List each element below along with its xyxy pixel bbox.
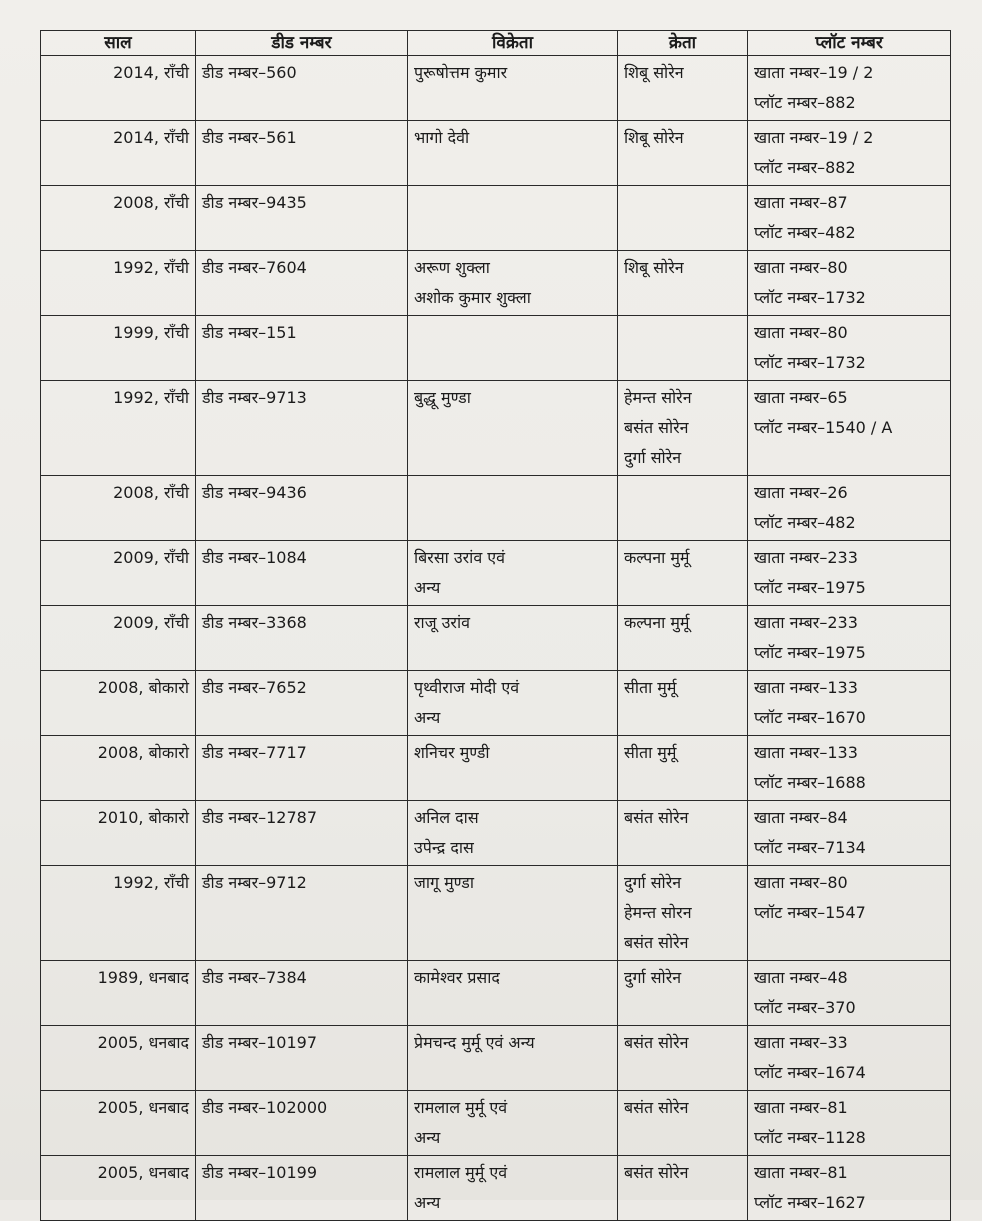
cell-buyer-line: बसंत सोरेन [624,1163,689,1182]
cell-plot-number [748,186,951,251]
cell-plot-number-line: खाता नम्बर–19 / 2 [754,63,874,82]
cell-buyer [618,56,748,121]
cell-deed-number [196,866,408,961]
cell-buyer [618,1026,748,1091]
cell-buyer [618,541,748,606]
cell-plot-number-line: खाता नम्बर–133 [754,678,858,697]
cell-plot-number [748,381,951,476]
cell-seller [408,381,618,476]
cell-plot-number [748,56,951,121]
header-buyer: क्रेता [618,31,748,56]
cell-seller-line: रामलाल मुर्मू एवं [414,1163,508,1182]
cell-buyer [618,316,748,381]
cell-buyer-line: सीता मुर्मू [624,743,677,762]
cell-plot-number-line: प्लॉट नम्बर–1670 [754,708,866,727]
cell-plot-number-line: खाता नम्बर–65 [754,388,848,407]
cell-seller [408,476,618,541]
cell-year [41,801,196,866]
cell-plot-number-line: प्लॉट नम्बर–1975 [754,643,866,662]
cell-seller-line: प्रेमचन्द मुर्मू एवं अन्य [414,1033,535,1052]
deed-number-text: डीड नम्बर–102000 [202,1098,328,1117]
cell-plot-number-line: खाता नम्बर–48 [754,968,848,987]
year-location-text: 1992, राँची [113,258,189,277]
cell-seller [408,801,618,866]
deed-number-text: डीड नम्बर–12787 [202,808,318,827]
table-row [41,476,951,541]
year-location-text: 2009, राँची [113,548,189,567]
table-row [41,961,951,1026]
cell-plot-number-line: प्लॉट नम्बर–882 [754,93,856,112]
cell-year [41,541,196,606]
year-location-text: 2008, राँची [113,483,189,502]
cell-plot-number-line: खाता नम्बर–80 [754,323,848,342]
cell-buyer-line: शिबू सोरेन [624,128,684,147]
year-location-text: 2008, बोकारो [97,743,189,762]
cell-plot-number-line: खाता नम्बर–233 [754,548,858,567]
year-location-text: 1992, राँची [113,388,189,407]
cell-buyer [618,801,748,866]
deed-number-text: डीड नम्बर–9713 [202,388,307,407]
cell-plot-number-line: खाता नम्बर–26 [754,483,848,502]
deed-table [40,30,951,1221]
cell-buyer-line: हेमन्त सोरन [624,903,692,922]
cell-buyer-line: कल्पना मुर्मू [624,548,690,567]
cell-deed-number [196,316,408,381]
cell-plot-number-line: खाता नम्बर–133 [754,743,858,762]
cell-buyer-line: कल्पना मुर्मू [624,613,690,632]
cell-year [41,56,196,121]
cell-deed-number [196,251,408,316]
table-row [41,736,951,801]
cell-seller-line: कामेश्वर प्रसाद [414,968,500,987]
cell-year [41,671,196,736]
cell-buyer [618,476,748,541]
deed-number-text: डीड नम्बर–10197 [202,1033,318,1052]
cell-plot-number [748,316,951,381]
cell-buyer-line: दुर्गा सोरेन [624,873,682,892]
cell-buyer-line: बसंत सोरेन [624,1098,689,1117]
cell-plot-number-line: प्लॉट नम्बर–1732 [754,288,866,307]
cell-plot-number [748,1026,951,1091]
cell-deed-number [196,541,408,606]
table-row [41,121,951,186]
deed-number-text: डीड नम्बर–561 [202,128,297,147]
year-location-text: 2014, राँची [113,128,189,147]
cell-plot-number-line: खाता नम्बर–80 [754,258,848,277]
cell-deed-number [196,736,408,801]
deed-number-text: डीड नम्बर–7717 [202,743,307,762]
cell-seller [408,671,618,736]
table-row [41,316,951,381]
cell-deed-number [196,671,408,736]
deed-number-text: डीड नम्बर–7652 [202,678,307,697]
cell-plot-number-line: खाता नम्बर–80 [754,873,848,892]
cell-year [41,1156,196,1221]
cell-plot-number [748,671,951,736]
cell-buyer [618,736,748,801]
cell-plot-number [748,606,951,671]
year-location-text: 2005, धनबाद [97,1163,189,1182]
cell-seller [408,541,618,606]
cell-seller-line: अरूण शुक्ला [414,258,490,277]
cell-year [41,381,196,476]
cell-seller-line: अनिल दास [414,808,479,827]
table-row [41,381,951,476]
cell-plot-number-line: प्लॉट नम्बर–370 [754,998,856,1017]
table-row [41,801,951,866]
cell-seller [408,961,618,1026]
deed-number-text: डीड नम्बर–9436 [202,483,307,502]
table-row [41,1156,951,1221]
cell-buyer [618,186,748,251]
cell-seller-line: बुद्धू मुण्डा [414,388,471,407]
header-deed-number: डीड नम्बर [196,31,408,56]
cell-deed-number [196,1156,408,1221]
year-location-text: 1999, राँची [113,323,189,342]
cell-seller [408,56,618,121]
header-year: साल [41,31,196,56]
cell-deed-number [196,801,408,866]
cell-buyer-line: दुर्गा सोरेन [624,968,682,987]
table-row [41,541,951,606]
cell-year [41,736,196,801]
cell-plot-number [748,121,951,186]
cell-seller [408,1091,618,1156]
deed-number-text: डीड नम्बर–3368 [202,613,307,632]
deed-number-text: डीड नम्बर–560 [202,63,297,82]
table-row [41,1026,951,1091]
cell-buyer [618,1091,748,1156]
cell-deed-number [196,606,408,671]
table-header-row [41,31,951,56]
cell-plot-number-line: प्लॉट नम्बर–7134 [754,838,866,857]
deed-number-text: डीड नम्बर–10199 [202,1163,318,1182]
cell-buyer [618,251,748,316]
cell-plot-number [748,866,951,961]
cell-buyer-line: बसंत सोरेन [624,418,689,437]
cell-buyer [618,381,748,476]
table-row [41,866,951,961]
cell-year [41,961,196,1026]
cell-seller [408,251,618,316]
cell-plot-number-line: प्लॉट नम्बर–1688 [754,773,866,792]
year-location-text: 1992, राँची [113,873,189,892]
cell-plot-number-line: प्लॉट नम्बर–482 [754,223,856,242]
deed-number-text: डीड नम्बर–7384 [202,968,307,987]
year-location-text: 2008, बोकारो [97,678,189,697]
deed-number-text: डीड नम्बर–7604 [202,258,307,277]
table-body [41,56,951,1221]
year-location-text: 2005, धनबाद [97,1033,189,1052]
cell-plot-number [748,736,951,801]
cell-plot-number-line: प्लॉट नम्बर–1547 [754,903,866,922]
table-row [41,186,951,251]
cell-seller-line: जागू मुण्डा [414,873,474,892]
cell-year [41,1026,196,1091]
year-location-text: 2008, राँची [113,193,189,212]
table-row [41,251,951,316]
deed-number-text: डीड नम्बर–1084 [202,548,307,567]
cell-buyer-line: बसंत सोरेन [624,808,689,827]
table-row [41,1091,951,1156]
year-location-text: 2009, राँची [113,613,189,632]
cell-plot-number-line: प्लॉट नम्बर–1627 [754,1193,866,1212]
cell-seller-line: अन्य [414,1128,441,1147]
cell-plot-number-line: खाता नम्बर–87 [754,193,848,212]
cell-deed-number [196,381,408,476]
deed-number-text: डीड नम्बर–9435 [202,193,307,212]
cell-plot-number-line: खाता नम्बर–33 [754,1033,848,1052]
header-seller: विक्रेता [408,31,618,56]
cell-seller [408,866,618,961]
table-row [41,56,951,121]
cell-seller [408,1026,618,1091]
cell-seller-line: पृथ्वीराज मोदी एवं [414,678,520,697]
year-location-text: 1989, धनबाद [97,968,189,987]
cell-seller-line: राजू उरांव [414,613,470,632]
cell-plot-number-line: खाता नम्बर–81 [754,1098,848,1117]
cell-plot-number [748,541,951,606]
cell-buyer-line: हेमन्त सोरेन [624,388,692,407]
cell-plot-number [748,1091,951,1156]
cell-seller-line: अन्य [414,578,441,597]
cell-seller [408,736,618,801]
cell-buyer-line: बसंत सोरेन [624,933,689,952]
cell-buyer-line: दुर्गा सोरेन [624,448,682,467]
cell-plot-number-line: प्लॉट नम्बर–1674 [754,1063,866,1082]
cell-seller [408,1156,618,1221]
cell-deed-number [196,121,408,186]
year-location-text: 2014, राँची [113,63,189,82]
cell-buyer [618,1156,748,1221]
cell-plot-number [748,251,951,316]
cell-plot-number [748,961,951,1026]
cell-buyer-line: शिबू सोरेन [624,258,684,277]
cell-deed-number [196,56,408,121]
deed-number-text: डीड नम्बर–151 [202,323,297,342]
cell-year [41,476,196,541]
cell-seller [408,606,618,671]
cell-seller-line: अशोक कुमार शुक्ला [414,288,531,307]
table-row [41,671,951,736]
cell-buyer [618,866,748,961]
cell-seller-line: उपेन्द्र दास [414,838,474,857]
cell-year [41,316,196,381]
cell-buyer-line: सीता मुर्मू [624,678,677,697]
cell-seller [408,186,618,251]
cell-seller [408,316,618,381]
cell-plot-number-line: खाता नम्बर–19 / 2 [754,128,874,147]
cell-deed-number [196,1091,408,1156]
cell-plot-number-line: खाता नम्बर–233 [754,613,858,632]
cell-year [41,251,196,316]
cell-deed-number [196,1026,408,1091]
cell-buyer-line: बसंत सोरेन [624,1033,689,1052]
header-plot-number: प्लॉट नम्बर [748,31,951,56]
cell-plot-number-line: खाता नम्बर–84 [754,808,848,827]
cell-seller-line: बिरसा उरांव एवं [414,548,506,567]
cell-year [41,1091,196,1156]
cell-plot-number [748,801,951,866]
cell-buyer-line: शिबू सोरेन [624,63,684,82]
cell-year [41,121,196,186]
cell-plot-number-line: प्लॉट नम्बर–482 [754,513,856,532]
cell-seller [408,121,618,186]
table-row [41,606,951,671]
cell-year [41,186,196,251]
cell-buyer [618,671,748,736]
cell-buyer [618,961,748,1026]
cell-seller-line: भागो देवी [414,128,470,147]
cell-buyer [618,606,748,671]
cell-plot-number-line: खाता नम्बर–81 [754,1163,848,1182]
year-location-text: 2005, धनबाद [97,1098,189,1117]
cell-buyer [618,121,748,186]
deed-number-text: डीड नम्बर–9712 [202,873,307,892]
cell-deed-number [196,476,408,541]
cell-seller-line: अन्य [414,1193,441,1212]
cell-deed-number [196,186,408,251]
cell-deed-number [196,961,408,1026]
cell-year [41,606,196,671]
cell-seller-line: रामलाल मुर्मू एवं [414,1098,508,1117]
cell-plot-number-line: प्लॉट नम्बर–1975 [754,578,866,597]
year-location-text: 2010, बोकारो [97,808,189,827]
cell-seller-line: शनिचर मुण्डी [414,743,490,762]
cell-plot-number [748,476,951,541]
cell-year [41,866,196,961]
cell-plot-number [748,1156,951,1221]
cell-plot-number-line: प्लॉट नम्बर–1128 [754,1128,866,1147]
cell-plot-number-line: प्लॉट नम्बर–1540 / A [754,418,893,437]
cell-seller-line: अन्य [414,708,441,727]
cell-seller-line: पुरूषोत्तम कुमार [414,63,508,82]
cell-plot-number-line: प्लॉट नम्बर–882 [754,158,856,177]
cell-plot-number-line: प्लॉट नम्बर–1732 [754,353,866,372]
